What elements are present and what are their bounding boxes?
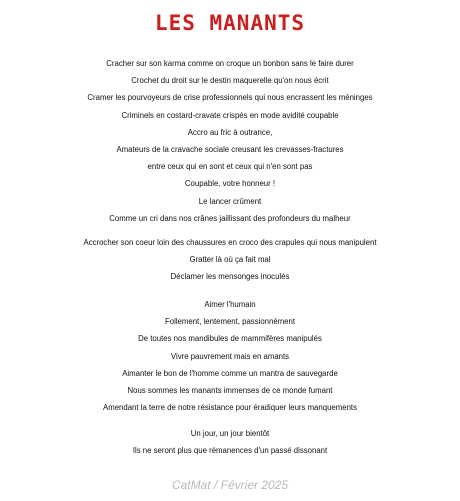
verse-line: Cramer les pourvoyeurs de crise professionnels qui nous encrassent les méninges [87, 93, 373, 103]
signature: CatMat / Février 2025 [171, 478, 289, 492]
verse-line: Aimer l'humain [204, 300, 256, 309]
verse-line: Follement, lentement, passionnément [164, 317, 296, 327]
verse-line: Crochet du droit sur le destin maquerelle qu'on nous écrit [131, 76, 329, 86]
stanza-4 [0, 425, 460, 459]
verse-line: Un jour, un jour bientôt [190, 429, 270, 438]
verse-line: Accrocher son coeur loin des chaussures en croco des crapules qui nous manipulent [83, 238, 377, 247]
verse-line: Vivre pauvrement mais en amants [170, 351, 290, 361]
verse-line: De toutes nos mandibules de mammifères manipulés [138, 334, 322, 344]
verse-line: Gratter là où ça fait mal [189, 255, 271, 265]
stanza-2 [0, 234, 460, 286]
verse-line: Criminels en costard-cravate crispés en mode avidité coupable [121, 110, 339, 120]
stanza-3 [0, 296, 460, 416]
verse-line: entre ceux qui en sont et ceux qui n'en sont pas [147, 162, 313, 172]
verse-line: Nous sommes les manants immenses de ce monde fumant [127, 386, 333, 396]
verse-line: Déclamer les mensonges inoculés [170, 272, 290, 282]
verse-line: Comme un cri dans nos crânes jaillissant des profondeurs du malheur [109, 213, 351, 223]
verse-line: Accro au fric à outrance, [187, 127, 273, 137]
verse-line: Amateurs de la cravache sociale creusant les crevasses-fractures [116, 145, 344, 155]
poem-title: LES MANANTS [154, 11, 306, 35]
verse-line: Ils ne seront plus que rémanences d'un passé dissonant [132, 446, 328, 456]
verse-line: Cracher sur son karma comme on croque un bonbon sans le faire durer [106, 59, 354, 68]
stanza-1 [0, 55, 460, 227]
verse-line: Le lancer crûment [198, 196, 262, 206]
verse-line: Coupable, votre honneur ! [184, 179, 276, 189]
verse-line: Aimanter le bon de l'homme comme un mantra de sauvegarde [122, 368, 338, 378]
verse-line: Amendant la terre de notre résistance pour éradiquer leurs manquements [103, 403, 357, 413]
